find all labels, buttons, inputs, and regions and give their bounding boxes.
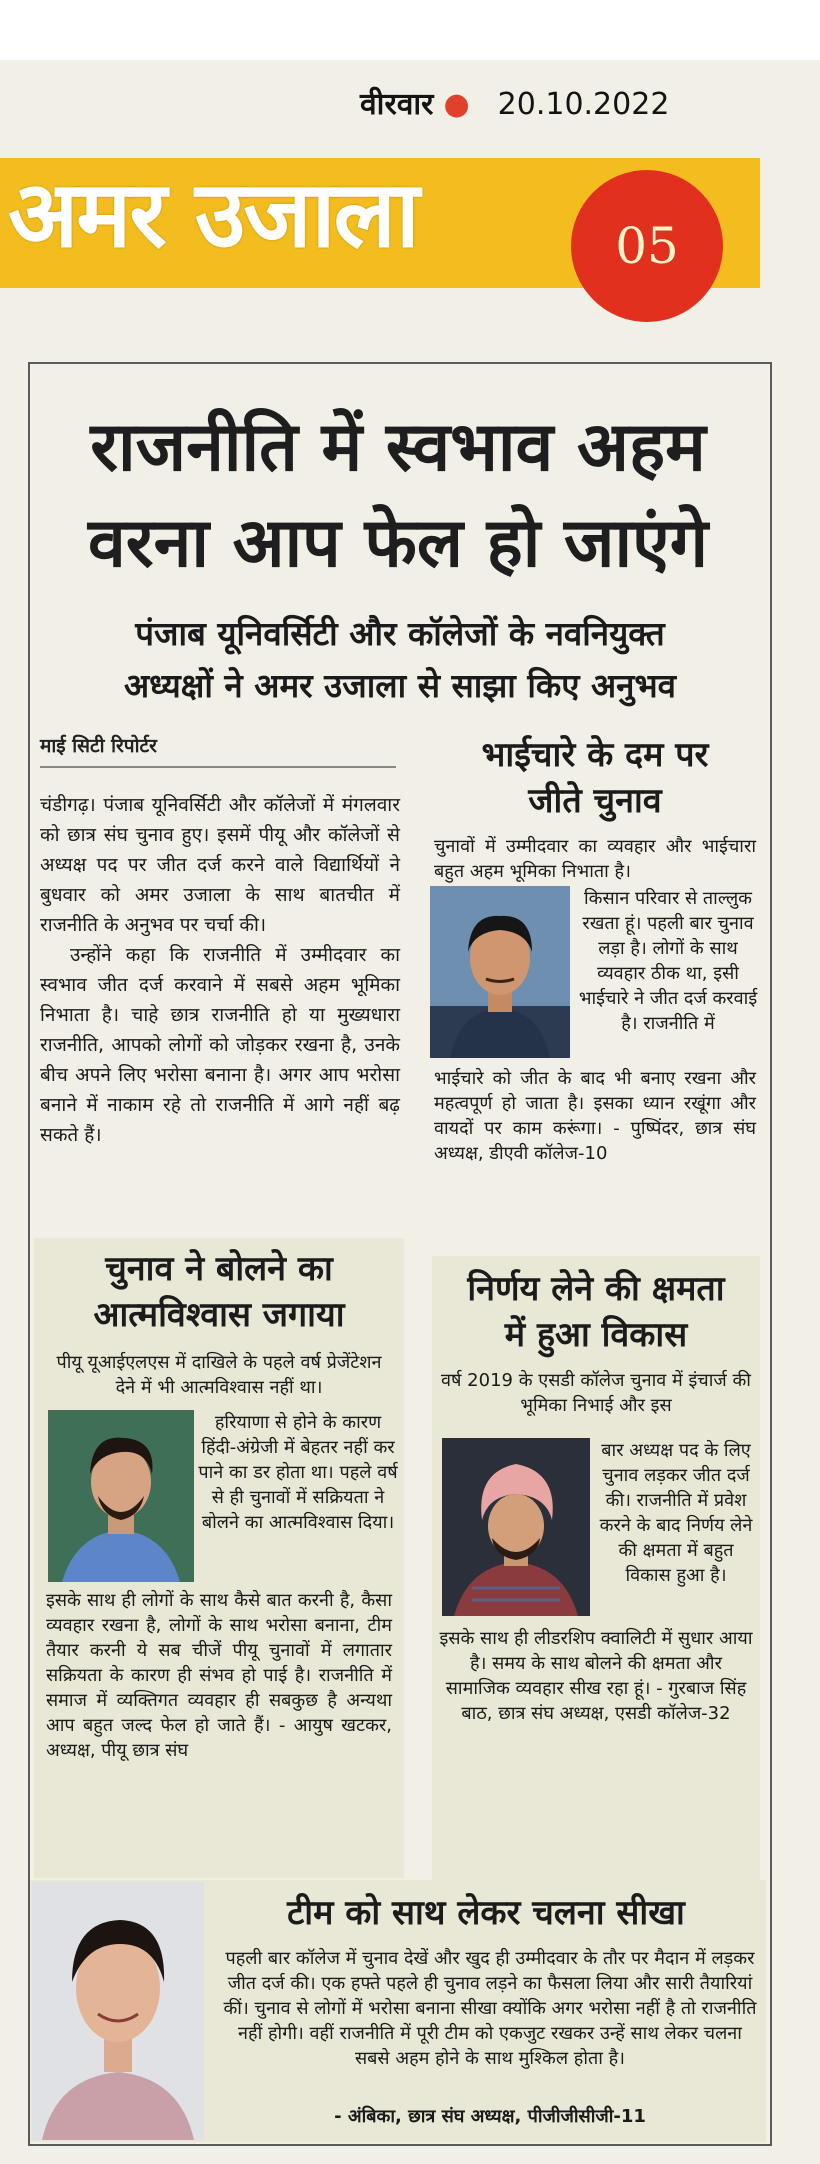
box1-intro: चुनावों में उम्मीदवार का व्यवहार और भाईचारा बहुत अहम भूमिका निभाता है। (434, 836, 756, 882)
box3-photo (442, 1438, 590, 1616)
box3-title (432, 1266, 760, 1358)
box1-title (430, 732, 760, 824)
sidebar-box-nirnay (432, 1256, 760, 1892)
dateline-date: 20.10.2022 (497, 87, 670, 122)
portrait-woman-icon (32, 1882, 204, 2140)
box4-body: पहली बार कॉलेज में चुनाव देखें और खुद ही उम्मीदवार के तौर पर मैदान में लड़कर जीत दर्ज की। एक हफ्ते पहले ही चुनाव लड़ने का फैसला लिया और सारी तैयारियां कीं। चुनाव से लोगों में भरोसा बनाना सीखा क्योंकि अगर भरोसा नहीं है तो राजनीति नहीं होगी। वहीं राजनीति में पूरी टीम को एकजुट रखकर उन्हें साथ लेकर चलना सबसे अहम होने के साथ मुश्किल होता है। (223, 1948, 757, 2069)
box1-side-text: किसान परिवार से ताल्लुक रखता हूं। पहली बार चुनाव लड़ा है। लोगों के साथ व्यवहार ठीक था, इसी भाईचारे ने जीत दर्ज करवाई है। राजनीति में (578, 888, 758, 1034)
sidebar-box-team (30, 1880, 766, 2142)
box4-photo (32, 1882, 204, 2140)
article-body (40, 790, 400, 1150)
box3-side-text: बार अध्यक्ष पद के लिए चुनाव लड़कर जीत दर्ज की। राजनीति में प्रवेश करने के बाद निर्णय लेने की क्षमता में बहुत विकास हुआ है। (599, 1440, 753, 1586)
box2-side-text: हरियाणा से होने के कारण हिंदी-अंग्रेजी में बेहतर नहीं कर पाने का डर होता था। पहले वर्ष से ही चुनावों में सक्रियता ने बोलने का आत्मविश्वास दिया। (198, 1412, 398, 1533)
box1-body: भाईचारे को जीत के बाद भी बनाए रखना और महत्वपूर्ण हो जाता है। इसका ध्यान रखूंगा और वायदों पर काम करूंगा। - पुष्पिंदर, छात्र संघ अध्यक्ष, डीएवी कॉलेज-10 (434, 1068, 756, 1164)
dateline-dot: ● (443, 87, 470, 122)
headline-line-2: वरना आप फेल हो जाएंगे (88, 504, 708, 583)
box1-title-line-1: भाईचारे के दम पर (481, 735, 709, 775)
headline-line-1: राजनीति में स्वभाव अहम (90, 408, 706, 487)
box2-title (34, 1246, 404, 1338)
page-number-badge: 05 (571, 170, 723, 322)
box2-title-line-1: चुनाव ने बोलने का (105, 1249, 333, 1289)
box2-title-line-2: आत्मविश्वास जगाया (93, 1295, 345, 1335)
box2-photo (48, 1410, 194, 1582)
box3-body: इसके साथ ही लीडरशिप क्वालिटी में सुधार आया है। समय के साथ बोलने की क्षमता और सामाजिक व्यवहार सीख रहा हूं। - गुरबाज सिंह बाठ, छात्र संघ अध्यक्ष, एसडी कॉलेज-32 (439, 1628, 753, 1724)
byline-divider (40, 766, 396, 768)
body-paragraph-2: उन्होंने कहा कि राजनीति में उम्मीदवार का स्वभाव जीत दर्ज करवाने में सबसे अहम भूमिका निभाता है। चाहे छात्र राजनीति हो या मुख्यधारा राजनीति, आपको लोगों को जोड़कर रखना है, उनके बीच अपने लिए भरोसा बनाना है। अगर आप भरोसा बनाने में नाकाम रहे तो राजनीति में आगे नहीं बढ़ सकते हैं। (40, 944, 400, 1146)
dateline-day: वीरवार (360, 87, 434, 122)
portrait-man-icon (430, 886, 570, 1058)
article-headline (28, 400, 768, 592)
byline: माई सिटी रिपोर्टर (40, 735, 157, 757)
box3-intro: वर्ष 2019 के एसडी कॉलेज चुनाव में इंचार्ज की भूमिका निभाई और इस (441, 1370, 751, 1416)
box3-title-line-1: निर्णय लेने की क्षमता (467, 1269, 725, 1309)
subhead-line-2: अध्यक्षों ने अमर उजाला से साझा किए अनुभव (123, 666, 677, 705)
subhead-line-1: पंजाब यूनिवर्सिटी और कॉलेजों के नवनियुक्त (135, 614, 665, 653)
box1-photo (430, 886, 570, 1058)
article-subheadline (40, 608, 760, 712)
box2-intro: पीयू यूआईएलएस में दाखिले के पहले वर्ष प्रेजेंटेशन देने में भी आत्मविश्वास नहीं था। (56, 1352, 382, 1398)
box3-title-line-2: में हुआ विकास (504, 1315, 688, 1355)
portrait-man-icon (48, 1410, 194, 1582)
box4-credit: - अंबिका, छात्र संघ अध्यक्ष, पीजीजीसीजी-11 (334, 2106, 646, 2127)
dateline (360, 82, 669, 123)
box2-body: इसके साथ ही लोगों के साथ कैसे बात करनी है, कैसा व्यवहार रखना है, लोगों के साथ भरोसा बनाना, टीम तैयार करनी ये सब चीजें पीयू चुनावों में लगातार सक्रियता के कारण ही संभव हो पाई है। राजनीति में समाज में व्यक्तिगत व्यवहार ही सबकुछ है अन्यथा आप बहुत जल्द फेल हो जाते हैं। - आयुष खटकर, अध्यक्ष, पीयू छात्र संघ (46, 1590, 392, 1761)
sidebar-box-bhaichara (430, 720, 760, 1250)
body-paragraph-1: चंडीगढ़। पंजाब यूनिवर्सिटी और कॉलेजों में मंगलवार को छात्र संघ चुनाव हुए। इसमें पीयू और कॉलेजों से अध्यक्ष पद पर जीत दर्ज करने वाले विद्यार्थियों ने बुधवार को अमर उजाला के साथ बातचीत में राजनीति के अनुभव पर चर्चा की। (40, 794, 400, 936)
sidebar-box-atmavishwas (34, 1238, 404, 1878)
portrait-man-turban-icon (442, 1438, 590, 1616)
masthead-logo: अमर उजाला (8, 161, 418, 268)
box4-title: टीम को साथ लेकर चलना सीखा (287, 1893, 685, 1933)
box1-title-line-2: जीते चुनाव (528, 781, 662, 821)
